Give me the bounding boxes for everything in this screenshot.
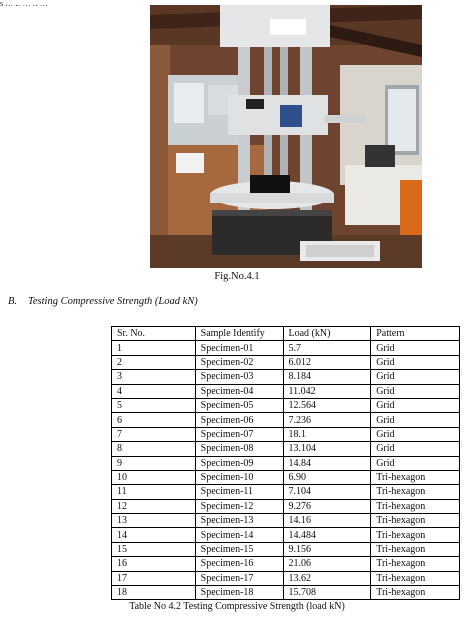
- cell-load: 21.06: [283, 557, 371, 571]
- cell-sample-identify: Specimen-10: [195, 470, 283, 484]
- cell-sr-no: 10: [112, 470, 196, 484]
- cell-sr-no: 7: [112, 427, 196, 441]
- section-letter: B.: [8, 296, 18, 307]
- testing-machine-illustration: [150, 5, 422, 268]
- table-row: [112, 427, 460, 441]
- cell-pattern: Tri-hexagon: [371, 485, 460, 499]
- cell-load: 14.484: [283, 528, 371, 542]
- cell-load: 6.90: [283, 470, 371, 484]
- cell-sr-no: 11: [112, 485, 196, 499]
- cell-sample-identify: Specimen-04: [195, 384, 283, 398]
- cell-pattern: Tri-hexagon: [371, 586, 460, 600]
- table-row: [112, 542, 460, 556]
- cell-load: 8.184: [283, 370, 371, 384]
- cell-sample-identify: Specimen-13: [195, 514, 283, 528]
- table-row: [112, 528, 460, 542]
- cell-sample-identify: Specimen-08: [195, 442, 283, 456]
- header-sr-no: Sr. No.: [112, 327, 196, 341]
- cell-sr-no: 12: [112, 499, 196, 513]
- cell-sample-identify: Specimen-16: [195, 557, 283, 571]
- cell-pattern: Tri-hexagon: [371, 514, 460, 528]
- cell-load: 14.84: [283, 456, 371, 470]
- cell-pattern: Grid: [371, 370, 460, 384]
- cell-sr-no: 16: [112, 557, 196, 571]
- table-row: [112, 499, 460, 513]
- cell-sample-identify: Specimen-03: [195, 370, 283, 384]
- table-row: [112, 557, 460, 571]
- section-title: Testing Compressive Strength (Load kN): [28, 296, 198, 307]
- cell-sr-no: 4: [112, 384, 196, 398]
- cell-pattern: Grid: [371, 384, 460, 398]
- cell-sr-no: 9: [112, 456, 196, 470]
- cell-sample-identify: Specimen-09: [195, 456, 283, 470]
- cell-pattern: Tri-hexagon: [371, 557, 460, 571]
- cell-load: 14.16: [283, 514, 371, 528]
- figure-caption: Fig.No.4.1: [214, 271, 260, 282]
- cell-sr-no: 1: [112, 341, 196, 355]
- table-row: [112, 571, 460, 585]
- cell-pattern: Grid: [371, 341, 460, 355]
- table-row: [112, 514, 460, 528]
- cell-pattern: Grid: [371, 355, 460, 369]
- table-row: [112, 413, 460, 427]
- cell-sample-identify: Specimen-17: [195, 571, 283, 585]
- cell-load: 5.7: [283, 341, 371, 355]
- header-sample-identify: Sample Identify: [195, 327, 283, 341]
- testing-machine-photo: [150, 5, 422, 268]
- cell-load: 6.012: [283, 355, 371, 369]
- cell-sr-no: 13: [112, 514, 196, 528]
- table-row: [112, 442, 460, 456]
- cell-load: 7.104: [283, 485, 371, 499]
- table-row: [112, 456, 460, 470]
- cell-load: 13.104: [283, 442, 371, 456]
- cell-load: 15.708: [283, 586, 371, 600]
- cell-pattern: Grid: [371, 413, 460, 427]
- cell-sample-identify: Specimen-07: [195, 427, 283, 441]
- cell-sr-no: 6: [112, 413, 196, 427]
- cell-pattern: Tri-hexagon: [371, 571, 460, 585]
- cell-sample-identify: Specimen-06: [195, 413, 283, 427]
- cell-pattern: Tri-hexagon: [371, 528, 460, 542]
- cell-pattern: Tri-hexagon: [371, 499, 460, 513]
- cell-sr-no: 18: [112, 586, 196, 600]
- cell-load: 7.236: [283, 413, 371, 427]
- cell-sr-no: 15: [112, 542, 196, 556]
- table-row: [112, 398, 460, 412]
- cell-load: 11.042: [283, 384, 371, 398]
- table-row: [112, 355, 460, 369]
- compressive-strength-table: [111, 326, 460, 600]
- header-pattern: Pattern: [371, 327, 460, 341]
- cell-load: 18.1: [283, 427, 371, 441]
- cell-load: 9.156: [283, 542, 371, 556]
- table-row: [112, 384, 460, 398]
- cell-load: 9.276: [283, 499, 371, 513]
- cell-sr-no: 2: [112, 355, 196, 369]
- cell-load: 13.62: [283, 571, 371, 585]
- table-row: [112, 470, 460, 484]
- truncated-previous-text: s … ‥ … ‥ …: [0, 0, 48, 8]
- table-row: [112, 586, 460, 600]
- cell-pattern: Grid: [371, 442, 460, 456]
- cell-sample-identify: Specimen-11: [195, 485, 283, 499]
- cell-pattern: Grid: [371, 398, 460, 412]
- cell-pattern: Tri-hexagon: [371, 470, 460, 484]
- cell-pattern: Grid: [371, 427, 460, 441]
- cell-sample-identify: Specimen-15: [195, 542, 283, 556]
- cell-sr-no: 14: [112, 528, 196, 542]
- cell-sr-no: 3: [112, 370, 196, 384]
- header-load: Load (kN): [283, 327, 371, 341]
- cell-sr-no: 5: [112, 398, 196, 412]
- table-caption: Table No 4.2 Testing Compressive Strength (load kN): [129, 601, 345, 612]
- cell-sr-no: 8: [112, 442, 196, 456]
- table-header-row: [112, 327, 460, 341]
- cell-sample-identify: Specimen-14: [195, 528, 283, 542]
- table-body: [112, 341, 460, 600]
- cell-sample-identify: Specimen-18: [195, 586, 283, 600]
- cell-sample-identify: Specimen-05: [195, 398, 283, 412]
- cell-sr-no: 17: [112, 571, 196, 585]
- table-row: [112, 370, 460, 384]
- cell-pattern: Grid: [371, 456, 460, 470]
- cell-sample-identify: Specimen-01: [195, 341, 283, 355]
- cell-load: 12.564: [283, 398, 371, 412]
- cell-sample-identify: Specimen-02: [195, 355, 283, 369]
- cell-pattern: Tri-hexagon: [371, 542, 460, 556]
- table-row: [112, 485, 460, 499]
- section-heading: [8, 296, 198, 307]
- table-row: [112, 341, 460, 355]
- cell-sample-identify: Specimen-12: [195, 499, 283, 513]
